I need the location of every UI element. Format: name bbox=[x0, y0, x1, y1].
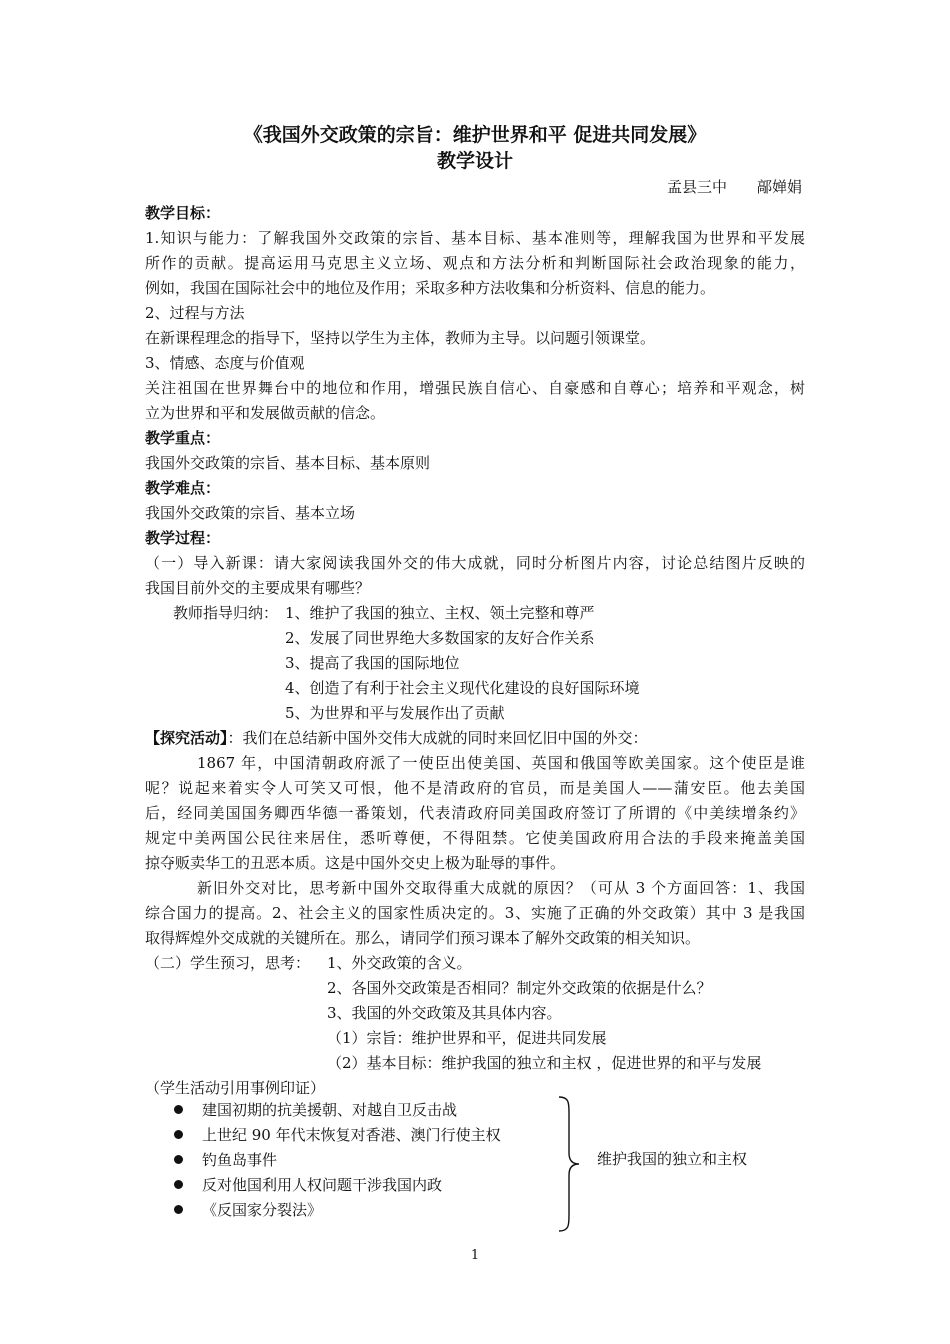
explore-label: 【探究活动】 bbox=[145, 729, 228, 747]
preview-item: 1、外交政策的含义。 bbox=[327, 954, 472, 972]
evidence-item: 钓鱼岛事件 bbox=[202, 1151, 278, 1169]
evidence-label: （学生活动引用事例印证） bbox=[145, 1079, 326, 1097]
goals-heading: 教学目标： bbox=[145, 204, 221, 222]
difficult-points-heading: 教学难点： bbox=[145, 479, 221, 497]
preview-item: 2、各国外交政策是否相同？制定外交政策的依据是什么？ bbox=[327, 979, 712, 997]
preview-label: （二）学生预习，思考： bbox=[145, 954, 311, 972]
brace-label: 维护我国的独立和主权 bbox=[597, 1150, 748, 1168]
intro-line1: （一）导入新课：请大家阅读我国外交的伟大成就，同时分析图片内容，讨论总结图片反映的 bbox=[145, 554, 805, 572]
right-brace-icon bbox=[555, 1095, 585, 1233]
author-line: 孟县三中 鄗婵娟 bbox=[667, 178, 803, 196]
bullet-icon bbox=[174, 1105, 183, 1114]
goals-p2-text: 在新课程理念的指导下，坚持以学生为主体，教师为主导。以问题引领课堂。 bbox=[145, 329, 656, 347]
evidence-item: 上世纪 90 年代末恢复对香港、澳门行使主权 bbox=[202, 1126, 501, 1144]
preview-item: 3、我国的外交政策及其具体内容。 bbox=[327, 1004, 562, 1022]
goals-p1-line2: 所作的贡献。提高运用马克思主义立场、观点和方法分析和判断国际社会政治现象的能力， bbox=[145, 254, 805, 272]
summary-item: 4、创造了有利于社会主义现代化建设的良好国际环境 bbox=[285, 679, 640, 697]
goals-p2-title: 2、过程与方法 bbox=[145, 304, 245, 322]
story-line1: 1867 年，中国清朝政府派了一使臣出使美国、英国和俄国等欧美国家。这个使臣是谁 bbox=[197, 754, 805, 772]
document-title: 《我国外交政策的宗旨：维护世界和平 促进共同发展》 bbox=[243, 124, 707, 146]
summary-item: 5、为世界和平与发展作出了贡献 bbox=[285, 704, 505, 722]
preview-item: （2）基本目标：维护我国的独立和主权 ，促进世界的和平与发展 bbox=[327, 1054, 762, 1072]
compare-line3: 取得辉煌外交成就的关键所在。那么，请同学们预习课本了解外交政策的相关知识。 bbox=[145, 929, 701, 947]
summary-item: 2、发展了同世界绝大多数国家的友好合作关系 bbox=[285, 629, 595, 647]
bullet-icon bbox=[174, 1155, 183, 1164]
evidence-item: 建国初期的抗美援朝、对越自卫反击战 bbox=[202, 1101, 458, 1119]
bullet-icon bbox=[174, 1130, 183, 1139]
document-subtitle: 教学设计 bbox=[436, 150, 513, 172]
evidence-item: 反对他国利用人权问题干涉我国内政 bbox=[202, 1176, 443, 1194]
intro-line2: 我国目前外交的主要成果有哪些？ bbox=[145, 579, 371, 597]
explore-line bbox=[145, 728, 648, 748]
compare-line2: 综合国力的提高。2、社会主义的国家性质决定的。3、实施了正确的外交政策）其中 3 是我国 bbox=[145, 904, 805, 922]
goals-p3-line1: 关注祖国在世界舞台中的地位和作用，增强民族自信心、自豪感和自尊心；培养和平观念，树 bbox=[145, 379, 805, 397]
story-line3: 后，经同美国国务卿西华德一番策划，代表清政府同美国政府签订了所谓的《中美续增条约》 bbox=[145, 804, 805, 822]
goals-p1-line3: 例如，我国在国际社会中的地位及作用；采取多种方法收集和分析资料、信息的能力。 bbox=[145, 279, 716, 297]
bullet-icon bbox=[174, 1205, 183, 1214]
process-heading: 教学过程： bbox=[145, 529, 221, 547]
evidence-item: 《反国家分裂法》 bbox=[202, 1201, 323, 1219]
explore-text: ：我们在总结新中国外交伟大成就的同时来回忆旧中国的外交： bbox=[227, 729, 648, 747]
story-line4: 规定中美两国公民往来居住，悉听尊便，不得阻禁。它使美国政府用合法的手段来掩盖美国 bbox=[145, 829, 805, 847]
key-points-heading: 教学重点： bbox=[145, 429, 221, 447]
goals-p3-title: 3、情感、态度与价值观 bbox=[145, 354, 305, 372]
goals-p3-line2: 立为世界和平和发展做贡献的信念。 bbox=[145, 404, 386, 422]
preview-item: （1）宗旨：维护世界和平，促进共同发展 bbox=[327, 1029, 607, 1047]
story-line2: 呢？说起来着实令人可笑又可恨，他不是清政府的官员，而是美国人——蒲安臣。他去美国 bbox=[145, 779, 805, 797]
summary-item: 1、维护了我国的独立、主权、领土完整和尊严 bbox=[285, 604, 595, 622]
goals-p1-line1: 1.知识与能力：了解我国外交政策的宗旨、基本目标、基本准则等，理解我国为世界和平发展 bbox=[145, 229, 805, 247]
summary-item: 3、提高了我国的国际地位 bbox=[285, 654, 460, 672]
page-number: 1 bbox=[470, 1248, 480, 1263]
story-line5: 掠夺贩卖华工的丑恶本质。这是中国外交史上极为耻辱的事件。 bbox=[145, 854, 566, 872]
difficult-points-text: 我国外交政策的宗旨、基本立场 bbox=[145, 504, 356, 522]
summary-label: 教师指导归纳： bbox=[173, 604, 279, 622]
bullet-icon bbox=[174, 1180, 183, 1189]
key-points-text: 我国外交政策的宗旨、基本目标、基本原则 bbox=[145, 454, 431, 472]
compare-line1: 新旧外交对比，思考新中国外交取得重大成就的原因？（可从 3 个方面回答：1、我国 bbox=[197, 879, 805, 897]
